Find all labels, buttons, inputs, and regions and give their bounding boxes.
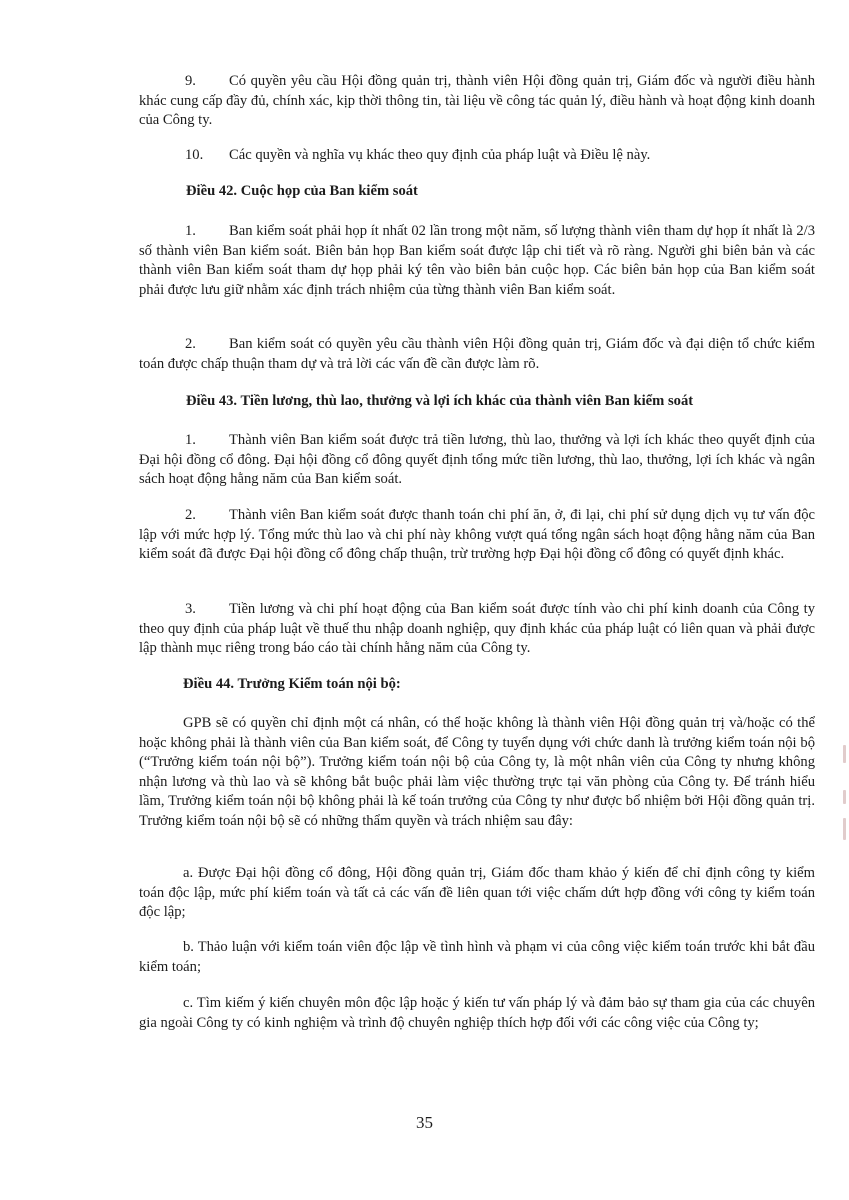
item-number: 1. (185, 432, 196, 448)
item-number: 3. (185, 601, 196, 617)
article-42-heading: Điều 42. Cuộc họp của Ban kiểm soát (186, 183, 418, 199)
paragraph-9 (139, 72, 815, 131)
article-43-item-1 (139, 431, 815, 490)
article-44-item-c: c. Tìm kiếm ý kiến chuyên môn độc lập hoặc ý kiến tư vấn pháp lý và đảm bảo sự tham gia của các chuyên gia ngoài Công ty có kinh nghiệm và trình độ chuyên nghiệp thích hợp đối với các công việc của Công ty; (139, 995, 815, 1031)
article-44-intro: GPB sẽ có quyền chỉ định một cá nhân, có thể hoặc không là thành viên Hội đồng quản trị và/hoặc có thể hoặc không phải là thành viên của Ban kiểm soát, để Công ty tuyển dụng với chức danh là trưởng kiểm toán nội bộ (“Trưởng kiểm toán nội bộ”). Trưởng kiểm toán nội bộ của Công ty, là một nhân viên của Công ty nhưng không nhận lương và thù lao và sẽ không bắt buộc phải làm việc thường trực tại văn phòng của Công ty. Để tránh hiểu lầm, Trưởng kiểm toán nội bộ không phải là kế toán trưởng của Công ty như được bổ nhiệm bởi Hội đồng quản trị. Trưởng kiểm toán nội bộ sẽ có những thẩm quyền và trách nhiệm sau đây: (139, 715, 815, 829)
article-44-heading: Điều 44. Trưởng Kiểm toán nội bộ: (183, 676, 401, 692)
paragraph-text: Thành viên Ban kiểm soát được trả tiền lương, thù lao, thưởng và lợi ích khác theo quyết định của Đại hội đồng cổ đông. Đại hội đồng cổ đông quyết định tổng mức tiền lương, thù lao, thưởng, lợi ích khác và ngân sách hoạt động hằng năm của Ban kiểm soát. (139, 432, 815, 488)
item-number: 10. (185, 147, 204, 163)
page-number: 35 (416, 1113, 433, 1132)
scan-margin-mark (843, 745, 846, 763)
article-44-item-a: a. Được Đại hội đồng cổ đông, Hội đồng quản trị, Giám đốc tham khảo ý kiến để chỉ định công ty kiểm toán độc lập, mức phí kiểm toán và tất cả các vấn đề liên quan tới việc chấm dứt hợp đồng với công ty kiểm toán độc lập; (139, 865, 815, 921)
article-43-heading: Điều 43. Tiền lương, thù lao, thưởng và lợi ích khác của thành viên Ban kiểm soát (186, 393, 694, 409)
item-number: 9. (185, 73, 196, 89)
paragraph-text: Thành viên Ban kiểm soát được thanh toán chi phí ăn, ở, đi lại, chi phí sử dụng dịch vụ tư vấn độc lập với mức hợp lý. Tổng mức thù lao và chi phí này không vượt quá tổng ngân sách hoạt động hằng năm của Ban kiểm soát đã được Đại hội đồng cổ đông chấp thuận, trừ trường hợp Đại hội đồng cổ đông có quyết định khác. (139, 507, 815, 563)
item-number: 2. (185, 336, 196, 352)
scan-margin-mark (843, 790, 846, 804)
article-42-item-2 (139, 335, 815, 374)
paragraph-10 (139, 146, 815, 166)
paragraph-text: Các quyền và nghĩa vụ khác theo quy định của pháp luật và Điều lệ này. (229, 147, 651, 163)
paragraph-text: Ban kiểm soát có quyền yêu cầu thành viên Hội đồng quản trị, Giám đốc và đại diện tổ chức kiểm toán được chấp thuận tham dự và trả lời các vấn đề cần được làm rõ. (139, 336, 815, 372)
article-43-item-2 (139, 506, 815, 565)
item-number: 2. (185, 507, 196, 523)
article-43-item-3 (139, 600, 815, 659)
item-number: 1. (185, 223, 196, 239)
scan-margin-mark (843, 818, 846, 840)
paragraph-text: Tiền lương và chi phí hoạt động của Ban kiểm soát được tính vào chi phí kinh doanh của Công ty theo quy định của pháp luật về thuế thu nhập doanh nghiệp, quy định khác của pháp luật có liên quan và phải được lập thành mục riêng trong báo cáo tài chính hằng năm của Công ty. (139, 601, 815, 657)
article-42-item-1 (139, 222, 815, 300)
paragraph-text: Có quyền yêu cầu Hội đồng quản trị, thành viên Hội đồng quản trị, Giám đốc và người điều hành khác cung cấp đầy đủ, chính xác, kịp thời thông tin, tài liệu về công tác quản lý, điều hành và hoạt động kinh doanh của Công ty. (139, 73, 815, 129)
article-44-item-b: b. Thảo luận với kiểm toán viên độc lập về tình hình và phạm vi của công việc kiểm toán trước khi bắt đầu kiểm toán; (139, 939, 815, 975)
paragraph-text: Ban kiểm soát phải họp ít nhất 02 lần trong một năm, số lượng thành viên tham dự họp ít nhất là 2/3 số thành viên Ban kiểm soát. Biên bản họp Ban kiểm soát được lập chi tiết và rõ ràng. Người ghi biên bản và các thành viên Ban kiểm soát tham dự họp phải ký tên vào biên bản cuộc họp. Các biên bản họp của Ban kiểm soát phải được lưu giữ nhằm xác định trách nhiệm của từng thành viên Ban kiểm soát. (139, 223, 815, 298)
